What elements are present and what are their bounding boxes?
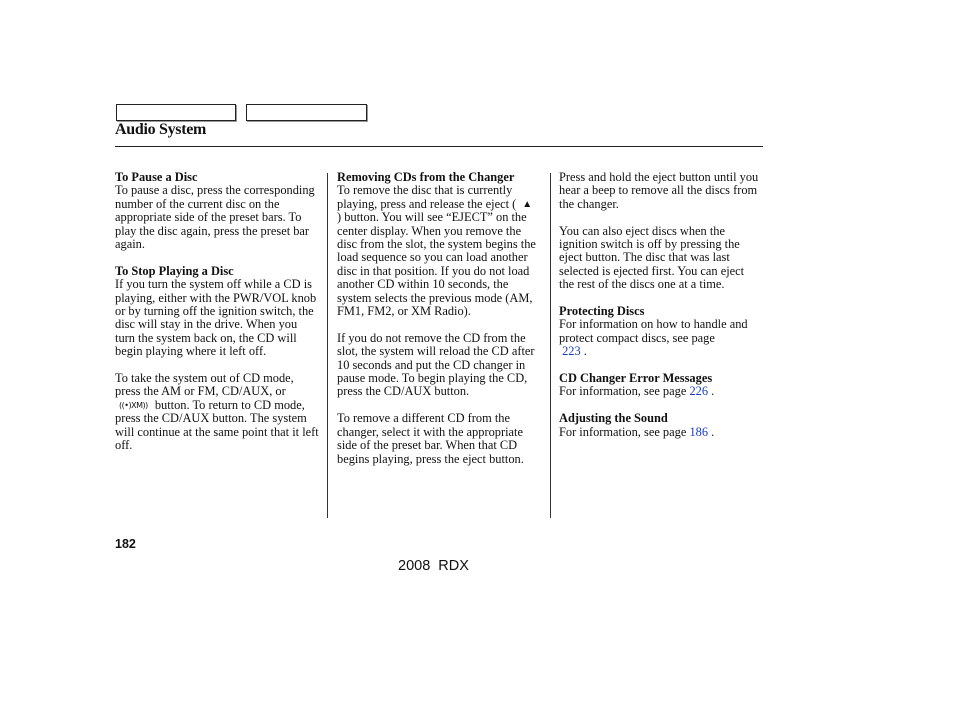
error-page-link[interactable]: 226 (689, 384, 709, 399)
different-cd-text: To remove a different CD from the changer, select it with the appropriate side of the preset bar. When that CD begins playing, press the eject button. (337, 411, 524, 466)
error-heading: CD Changer Error Messages (559, 371, 713, 386)
column-right (559, 171, 761, 452)
column-divider-2 (550, 173, 551, 518)
column-divider-1 (327, 173, 328, 518)
stop-heading: To Stop Playing a Disc (115, 263, 234, 278)
page-number: 182 (115, 537, 136, 551)
ignition-eject-text: You can also eject discs when the ignition switch is off by pressing the eject button. The disc that was last selected is ejected first. You can eject the rest of the discs one at a time. (559, 223, 745, 292)
title-divider (115, 146, 763, 147)
section-protecting (559, 305, 761, 359)
remove-text-part-a: To remove the disc that is currently playing, press and release the eject ( (337, 183, 517, 211)
section-remove (337, 171, 539, 318)
exit-cd-mode-text (115, 372, 320, 452)
remove-text (337, 184, 539, 318)
hold-eject-text: Press and hold the eject button until you hear a beep to remove all the discs from the changer. (559, 170, 759, 211)
pause-heading: To Pause a Disc (115, 170, 198, 184)
exit-text-part-a: To take the system out of CD mode, press the AM or FM, CD/AUX, or (115, 371, 294, 399)
protect-text-body: For information on how to handle and protect compact discs, see page (559, 317, 748, 345)
adjust-heading: Adjusting the Sound (559, 411, 668, 426)
protect-page-link[interactable]: 223 (562, 344, 581, 359)
section-adjusting (559, 412, 761, 439)
adjust-text: For information, see page 186 . (559, 424, 715, 439)
column-left (115, 171, 320, 466)
pause-text: To pause a disc, press the corresponding number of the current disc on the appropriate side of the preset bars. To play the disc again, press the preset bar again. (115, 183, 315, 252)
section-stop (115, 265, 320, 359)
column-middle (337, 171, 539, 479)
footer-model: 2008 RDX (398, 558, 469, 574)
page-title: Audio System (115, 121, 207, 138)
section-pause (115, 171, 320, 251)
remove-heading: Removing CDs from the Changer (337, 170, 515, 184)
adjust-text-body: For information, see page (559, 424, 687, 439)
adjust-page-link[interactable]: 186 (689, 424, 709, 439)
nav-tab-1[interactable] (116, 104, 236, 121)
reload-text: If you do not remove the CD from the slot, the system will reload the CD after 10 seconds and put the CD changer in pause mode. To begin playing the CD, press the CD/AUX button. (337, 330, 535, 399)
xm-button-icon: ((•)XM)) (119, 400, 148, 410)
stop-text: If you turn the system off while a CD is playing, either with the PWR/VOL knob or by turning off the ignition switch, the disc will stay in the drive. When you turn the system back on, the CD will begin playing where it left off. (115, 277, 317, 359)
error-text-body: For information, see page (559, 384, 687, 399)
protect-heading: Protecting Discs (559, 304, 645, 319)
protect-text: For information on how to handle and protect compact discs, see page 223 . (559, 317, 748, 359)
exit-text-part-b: button. To return to CD mode, press the CD/AUX button. The system will continue at the same point that it left off. (115, 397, 319, 453)
nav-tab-2[interactable] (246, 104, 367, 121)
error-text: For information, see page 226 . (559, 384, 715, 399)
eject-icon: ▲ (522, 198, 533, 210)
section-error-messages (559, 372, 761, 399)
remove-text-part-b: ) button. You will see “EJECT” on the center display. When you remove the disc from the slot, the system begins the load sequence so you can load another disc in that position. If you do not load another CD within 10 seconds, the system selects the previous mode (AM, FM1, FM2, or XM Radio). (337, 210, 536, 319)
